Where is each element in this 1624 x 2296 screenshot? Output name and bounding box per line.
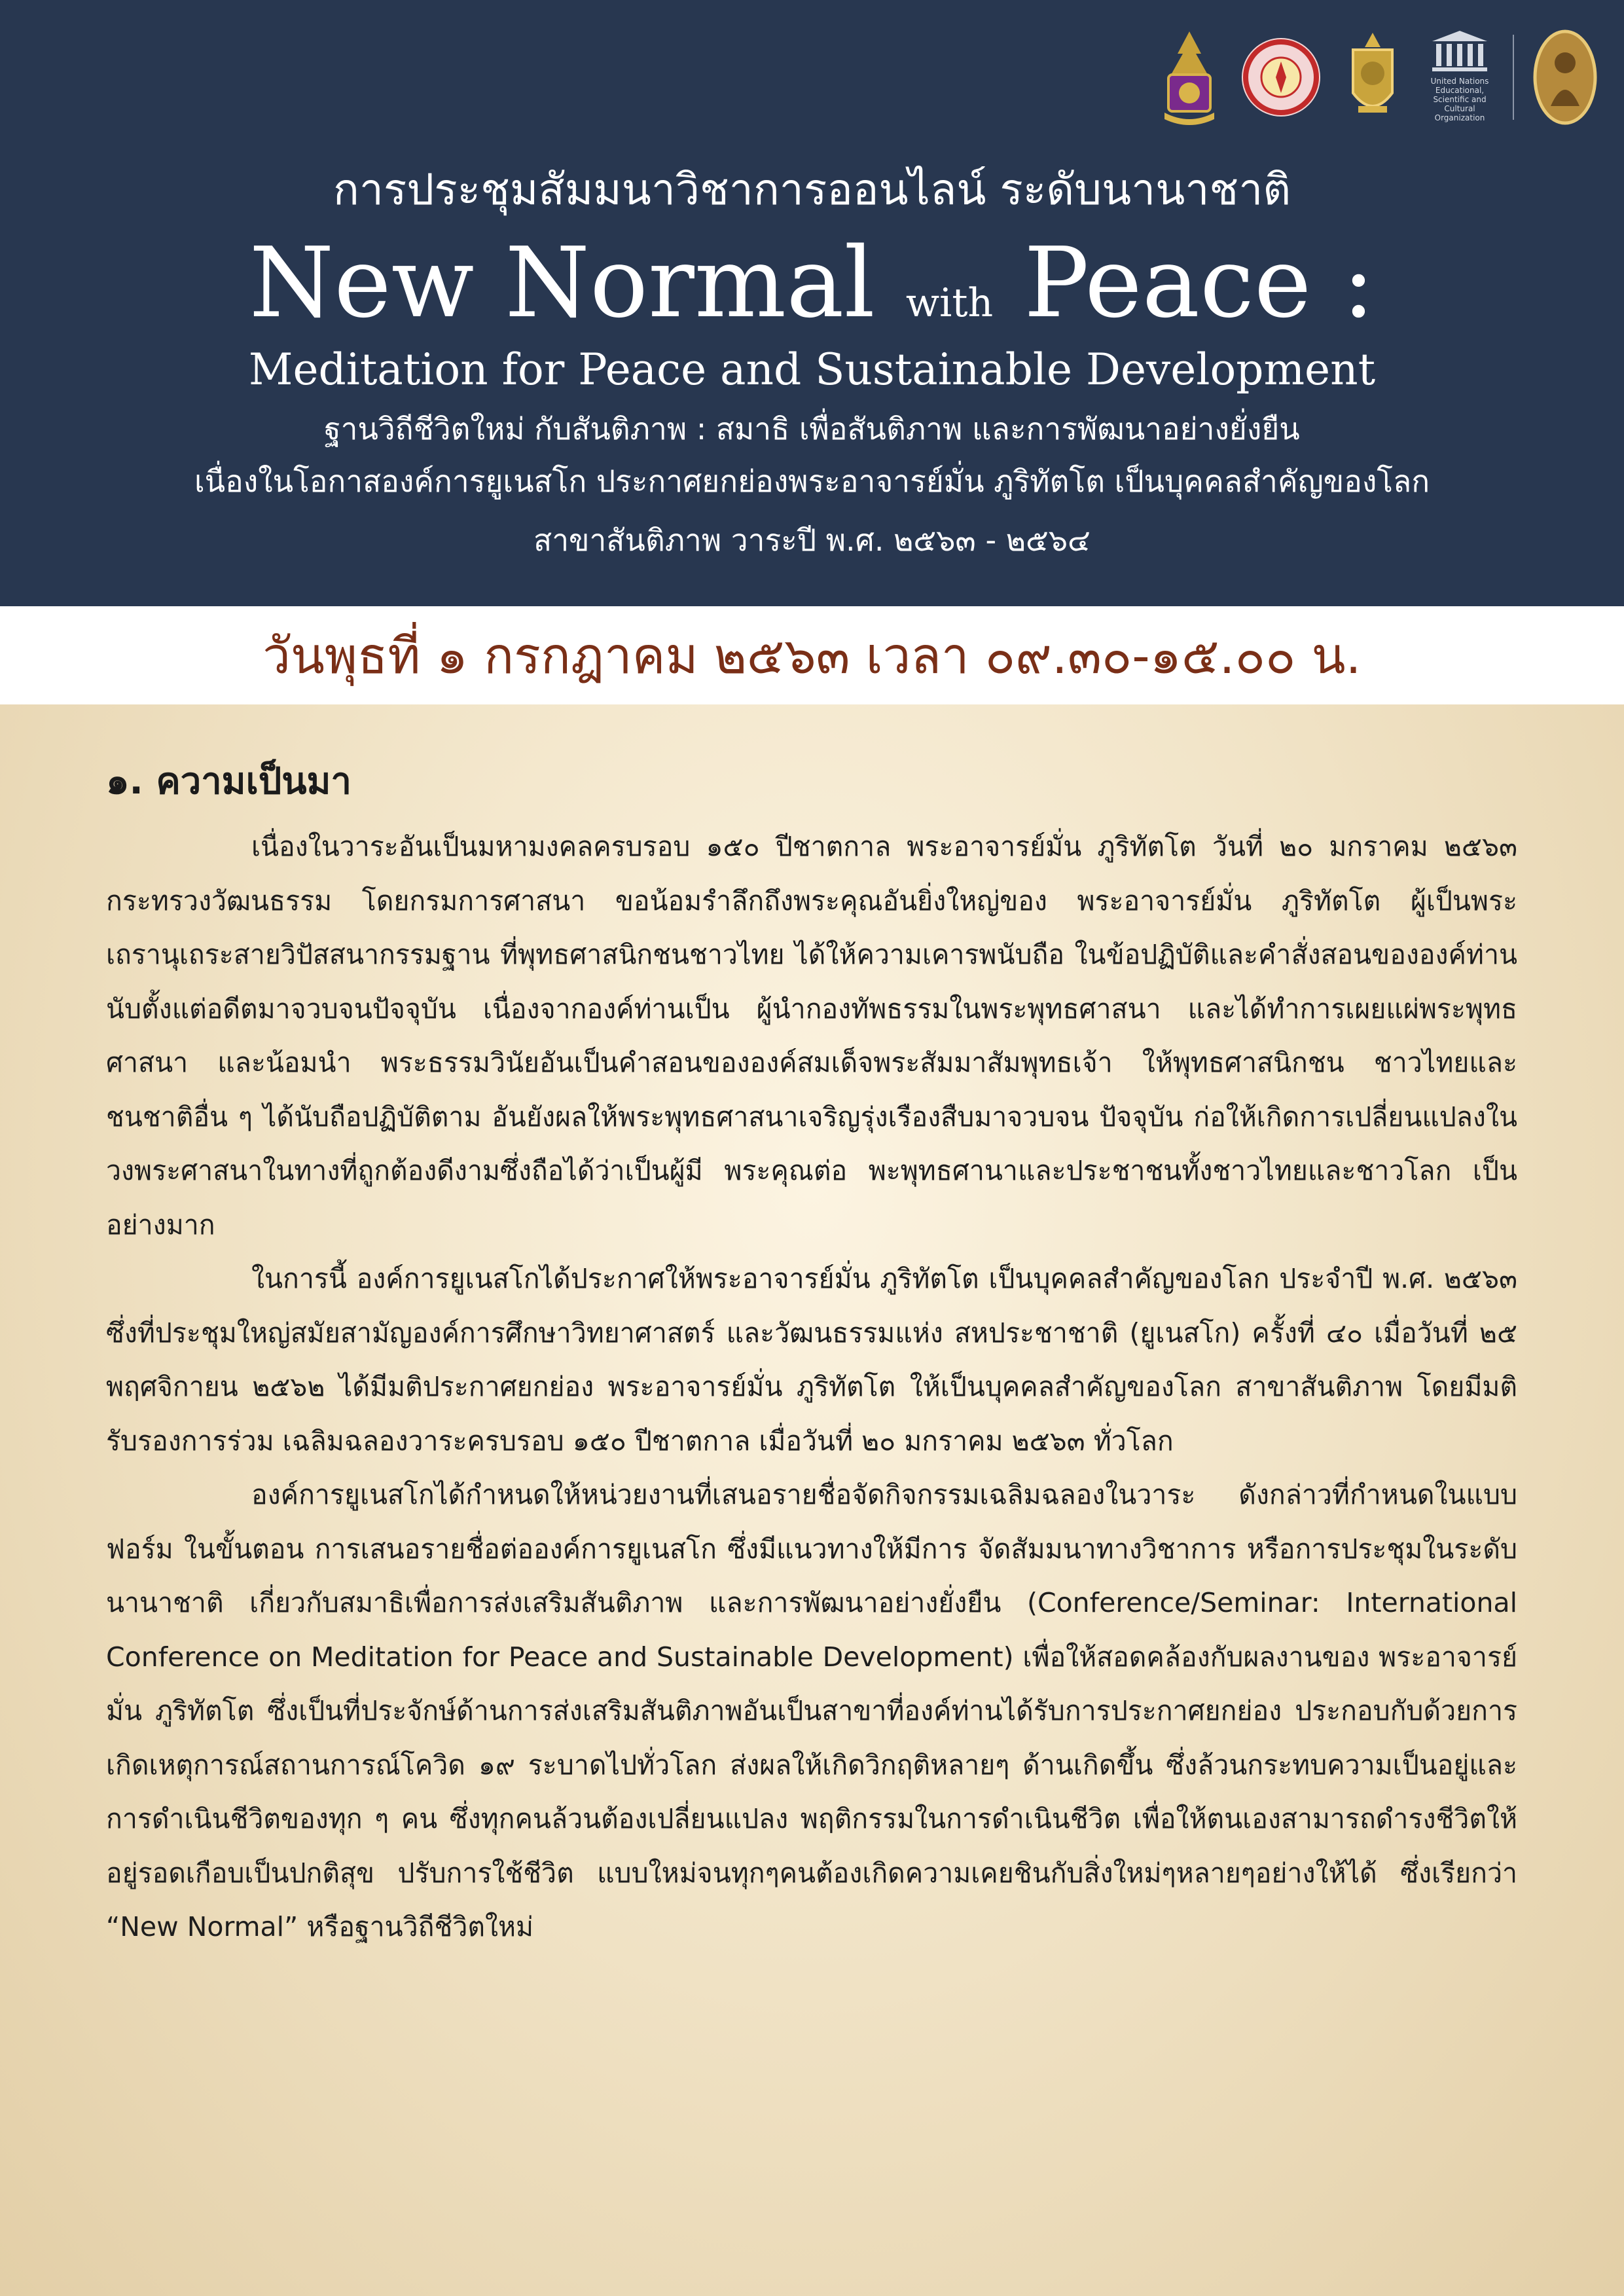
title-main-right: Peace : [1024,227,1375,339]
unesco-logo [1424,28,1496,126]
emblem-icon [1155,27,1223,127]
section-body [106,820,1517,1954]
logo-divider [1513,35,1514,120]
crest-icon [1339,27,1407,127]
title-main-left: New Normal [249,227,875,339]
paragraph: เนื่องในวาระอันเป็นมหามงคลครบรอบ ๑๕๐ ปีชาตกาล พระอาจารย์มั่น ภูริทัตโต วันที่ ๒๐ มกราคม ๒๕๖๓ กระทรวงวัฒนธรรม โดยกรมการศาสนา ขอน้อมรำลึกถึงพระคุณอันยิ่งใหญ่ของ พระอาจารย์มั่น ภูริทัตโต ผู้เป็นพระเถรานุเถระสายวิปัสสนากรรมฐาน ที่พุทธศาสนิกชนชาวไทย ได้ให้ความเคารพนับถือ ในข้อปฏิบัติและคำสั่งสอนขององค์ท่าน นับตั้งแต่อดีตมาจวบจนปัจจุบัน เนื่องจากองค์ท่านเป็น ผู้นำกองทัพธรรมในพระพุทธศาสนา และได้ทำการเผยแผ่พระพุทธศาสนา และน้อมนำ พระธรรมวินัยอันเป็นคำสอนขององค์สมเด็จพระสัมมาสัมพุทธเจ้า ให้พุทธศาสนิกชน ชาวไทยและชนชาติอื่น ๆ ได้นับถือปฏิบัติตาม อันยังผลให้พระพุทธศาสนาเจริญรุ่งเรืองสืบมาจวบจน ปัจจุบัน ก่อให้เกิดการเปลี่ยนแปลงในวงพระศาสนาในทางที่ถูกต้องดีงามซึ่งถือได้ว่าเป็นผู้มี พระคุณต่อ พะพุทธศานาและประชาชนทั้งชาวไทยและชาวโลก เป็นอย่างมาก [106,831,1517,1241]
paragraph: ในการนี้ องค์การยูเนสโกได้ประกาศให้พระอาจารย์มั่น ภูริทัตโต เป็นบุคคลสำคัญของโลก ประจำปี พ.ศ. ๒๕๖๓ ซึ่งที่ประชุมใหญ่สมัยสามัญองค์การศึกษาวิทยาศาสตร์ และวัฒนธรรมแห่ง สหประชาชาติ (ยูเนสโก) ครั้งที่ ๔๐ เมื่อวันที่ ๒๕ พฤศจิกายน ๒๕๖๒ ได้มีมติประกาศยกย่อง พระอาจารย์มั่น ภูริทัตโต ให้เป็นบุคคลสำคัญของโลก สาขาสันติภาพ โดยมีมติรับรองการร่วม เฉลิมฉลองวาระครบรอบ ๑๕๐ ปีชาตกาล เมื่อวันที่ ๒๐ มกราคม ๒๕๖๓ ทั่วโลก [106,1263,1517,1457]
date-band [0,606,1624,704]
unesco-text: United Nations Educational, Scientific and Cultural Organization [1430,77,1489,122]
monk-portrait-icon [1531,27,1599,127]
branch-line: สาขาสันติภาพ วาระปี พ.ศ. ๒๕๖๓ - ๒๕๖๔ [533,522,1091,558]
seal-icon [1240,37,1322,118]
subtitle-english: Meditation for Peace and Sustainable Development [248,344,1376,395]
content-area [0,704,1624,2296]
logo-row [1155,25,1599,130]
subtitle-thai: ฐานวิถีชีวิตใหม่ กับสันติภาพ : สมาธิ เพื่อสันติภาพ และการพัฒนาอย่างยั่งยืน [324,411,1300,446]
title-main-with: with [905,280,994,326]
header-band [0,0,1624,606]
section-heading: ๑. ความเป็นมา [106,760,352,803]
unesco-icon [1430,28,1490,74]
event-date: วันพุธที่ ๑ กรกฎาคม ๒๕๖๓ เวลา ๐๙.๓๐-๑๕.๐๐ น. [262,627,1362,685]
occasion-line: เนื่องในโอกาสองค์การยูเนสโก ประกาศยกย่องพระอาจารย์มั่น ภูริทัตโต เป็นบุคคลสำคัญของโลก [194,464,1430,499]
title-main [0,226,1624,361]
paragraph: องค์การยูเนสโกได้กำหนดให้หน่วยงานที่เสนอรายชื่อจัดกิจกรรมเฉลิมฉลองในวาระ ดังกล่าวที่กำหนดในแบบฟอร์ม ในขั้นตอน การเสนอรายชื่อต่อองค์การยูเนสโก ซึ่งมีแนวทางให้มีการ จัดสัมมนาทางวิชาการ หรือการประชุมในระดับนานาชาติ เกี่ยวกับสมาธิเพื่อการส่งเสริมสันติภาพ และการพัฒนาอย่างยั่งยืน (Conference/Seminar: International Conference on Meditation for Peace and Sustainable Development) เพื่อให้สอดคล้องกับผลงานของ พระอาจารย์มั่น ภูริทัตโต ซึ่งเป็นที่ประจักษ์ด้านการส่งเสริมสันติภาพอันเป็นสาขาที่องค์ท่านได้รับการประกาศยกย่อง ประกอบกับด้วยการเกิดเหตุการณ์สถานการณ์โควิด ๑๙ ระบาดไปทั่วโลก ส่งผลให้เกิดวิกฤติหลายๆ ด้านเกิดขึ้น ซึ่งล้วนกระทบความเป็นอยู่และการดำเนินชีวิตของทุก ๆ คน ซึ่งทุกคนล้วนต้องเปลี่ยนแปลง พฤติกรรมในการดำเนินชีวิต เพื่อให้ตนเองสามารถดำรงชีวิตให้อยู่รอดเกือบเป็นปกติสุข ปรับการใช้ชีวิต แบบใหม่จนทุกๆคนต้องเกิดความเคยชินกับสิ่งใหม่ๆหลายๆอย่างให้ได้ ซึ่งเรียกว่า “New Normal” หรือฐานวิถีชีวิตใหม่ [106,1479,1517,1942]
title-thai: การประชุมสัมมนาวิชาการออนไลน์ ระดับนานาชาติ [333,164,1291,215]
